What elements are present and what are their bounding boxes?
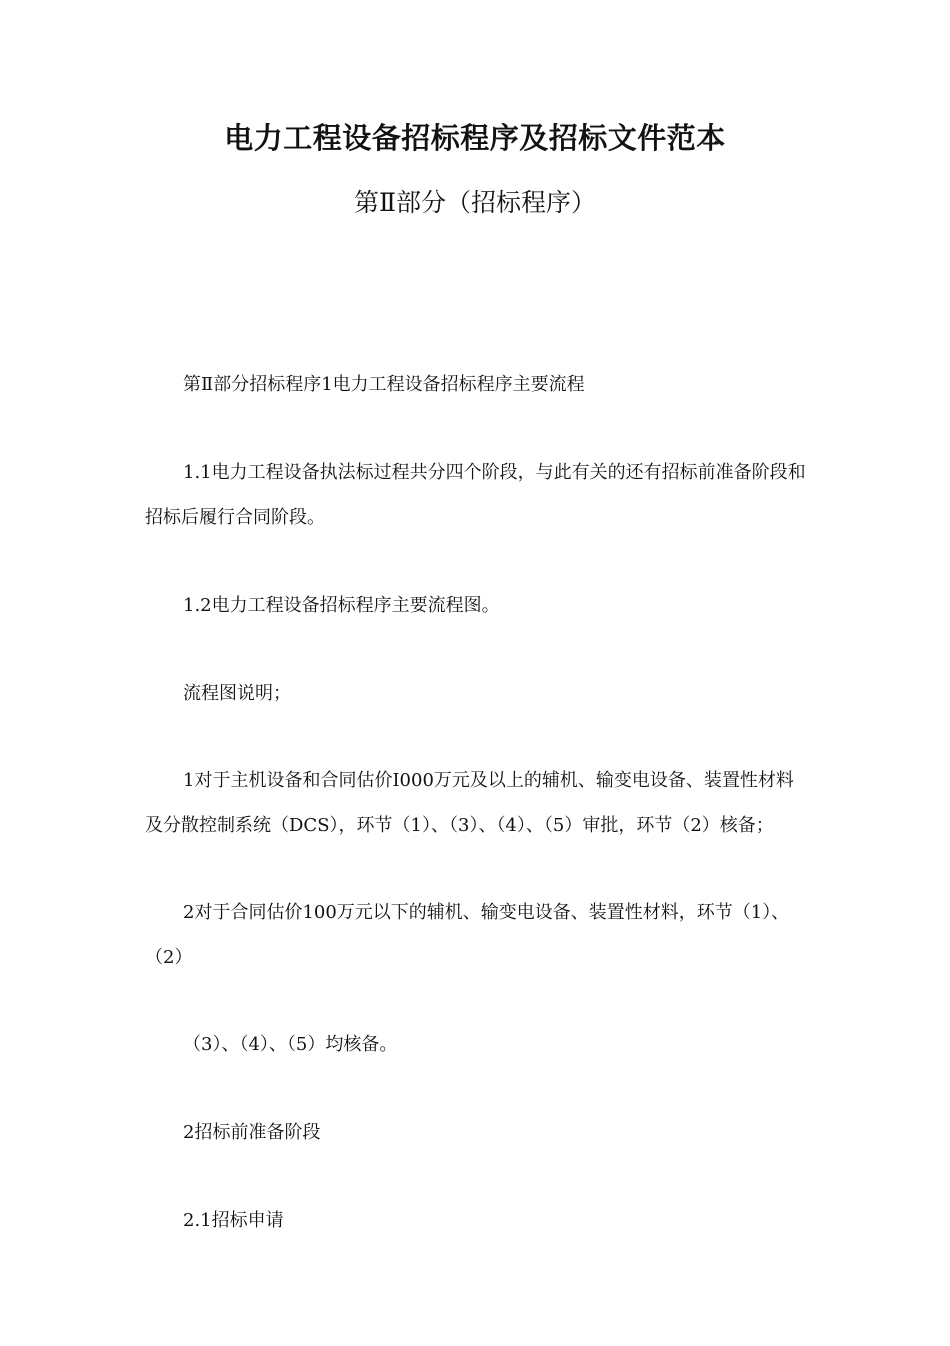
document-title: 电力工程设备招标程序及招标文件范本: [224, 121, 726, 155]
document-subtitle: 第Ⅱ部分（招标程序）: [354, 188, 596, 217]
paragraph: 2.1招标申请: [183, 1210, 284, 1231]
paragraph: 1对于主机设备和合同估价I000万元及以上的辅机、输变电设备、装置性材料及分散控制系统（DCS），环节（1）、（3）、（4）、（5）审批，环节（2）核备；: [145, 770, 794, 836]
paragraph: 2招标前准备阶段: [183, 1122, 321, 1143]
paragraph: 1.2电力工程设备招标程序主要流程图。: [183, 595, 500, 616]
paragraph: 第Ⅱ部分招标程序1电力工程设备招标程序主要流程: [183, 374, 585, 395]
paragraph: 流程图说明；: [183, 683, 291, 704]
paragraph: （3）、（4）、（5）均核备。: [183, 1034, 398, 1055]
paragraph: 2对于合同估价100万元以下的辅机、输变电设备、装置性材料，环节（1）、（2）: [145, 902, 790, 968]
paragraph: 1.1电力工程设备执法标过程共分四个阶段，与此有关的还有招标前准备阶段和招标后履行合同阶段。: [145, 462, 806, 528]
